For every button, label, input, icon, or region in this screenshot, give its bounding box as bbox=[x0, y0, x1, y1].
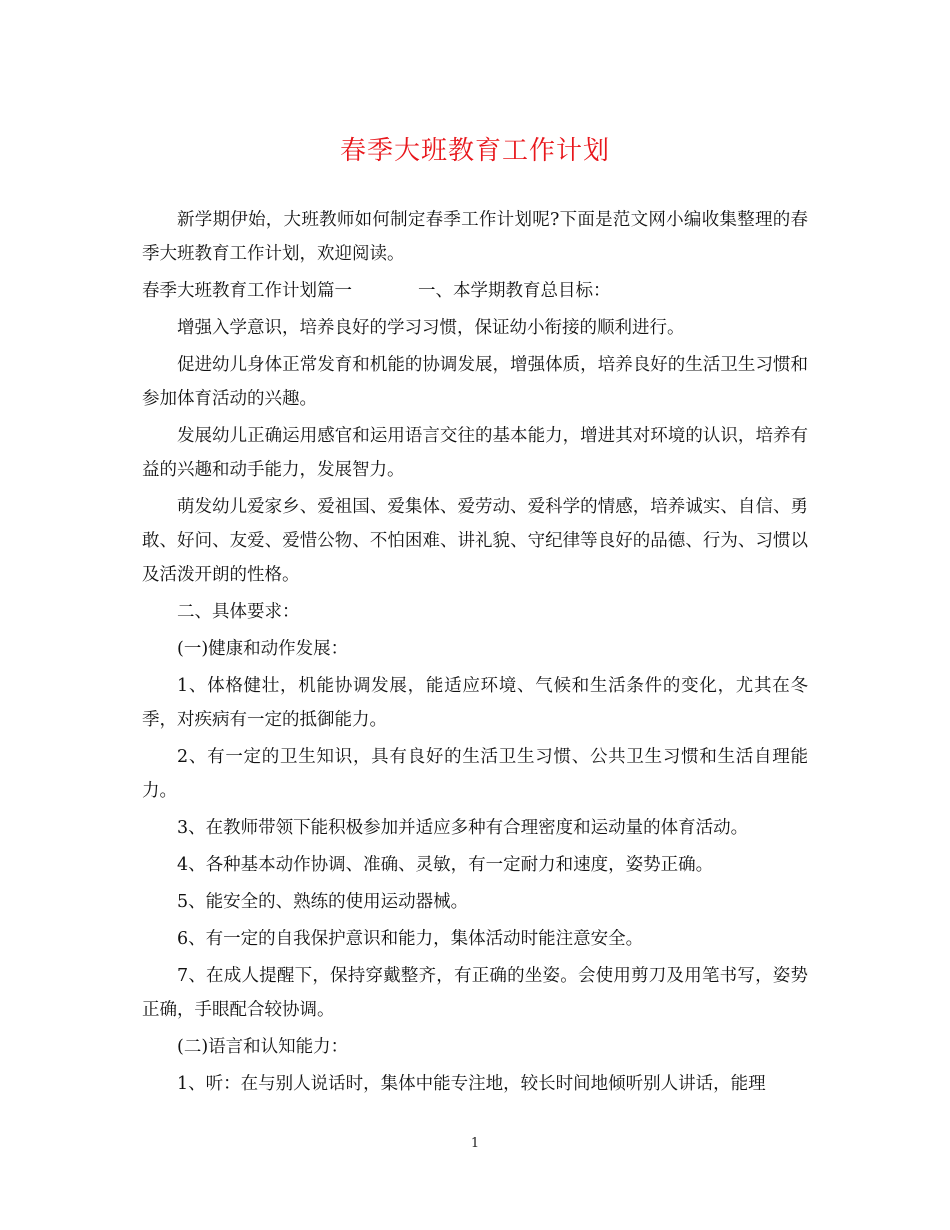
paragraph-goal-3: 发展幼儿正确运用感官和运用语言交往的基本能力，增进其对环境的认识，培养有益的兴趣和动手能力，发展智力。 bbox=[142, 426, 808, 480]
paragraph-section-heading bbox=[142, 274, 808, 308]
paragraph-language-1: 1、听：在与别人说话时，集体中能专注地，较长时间地倾听别人讲话，能理 bbox=[177, 1074, 766, 1094]
paragraph-health-3: 3、在教师带领下能积极参加并适应多种有合理密度和运动量的体育活动。 bbox=[177, 818, 749, 838]
document-body bbox=[142, 203, 808, 1104]
paragraph-goal-2: 促进幼儿身体正常发育和机能的协调发展，增强体质，培养良好的生活卫生习惯和参加体育活动的兴趣。 bbox=[142, 355, 808, 409]
document-title: 春季大班教育工作计划 bbox=[339, 136, 610, 166]
paragraph-health-7: 7、在成人提醒下，保持穿戴整齐，有正确的坐姿。会使用剪刀及用笔书写，姿势正确，手眼配合较协调。 bbox=[142, 966, 808, 1020]
paragraph-health-2: 2、有一定的卫生知识，具有良好的生活卫生习惯、公共卫生习惯和生活自理能力。 bbox=[142, 747, 808, 801]
paragraph-health-5: 5、能安全的、熟练的使用运动器械。 bbox=[177, 892, 469, 912]
paragraph-health-heading: (一)健康和动作发展： bbox=[177, 639, 349, 659]
page-number: 1 bbox=[470, 1136, 480, 1151]
paragraph-language-heading: (二)语言和认知能力： bbox=[177, 1037, 349, 1057]
paragraph-health-6: 6、有一定的自我保护意识和能力，集体活动时能注意安全。 bbox=[177, 929, 644, 949]
paragraph-health-4: 4、各种基本动作协调、准确、灵敏，有一定耐力和速度，姿势正确。 bbox=[177, 855, 714, 875]
section-goal-heading: 一、本学期教育总目标： bbox=[418, 281, 611, 301]
section-plan-title: 春季大班教育工作计划篇一 bbox=[142, 281, 352, 301]
paragraph-health-1: 1、体格健壮，机能协调发展，能适应环境、气候和生活条件的变化，尤其在冬季，对疾病有一定的抵御能力。 bbox=[142, 676, 808, 730]
paragraph-goal-4: 萌发幼儿爱家乡、爱祖国、爱集体、爱劳动、爱科学的情感，培养诚实、自信、勇敢、好问、友爱、爱惜公物、不怕困难、讲礼貌、守纪律等良好的品德、行为、习惯以及活泼开朗的性格。 bbox=[142, 497, 808, 585]
paragraph-intro: 新学期伊始，大班教师如何制定春季工作计划呢?下面是范文网小编收集整理的春季大班教育工作计划，欢迎阅读。 bbox=[142, 210, 808, 264]
paragraph-goal-1: 增强入学意识，培养良好的学习习惯，保证幼小衔接的顺利进行。 bbox=[177, 318, 685, 338]
paragraph-requirements-heading: 二、具体要求： bbox=[177, 602, 300, 622]
